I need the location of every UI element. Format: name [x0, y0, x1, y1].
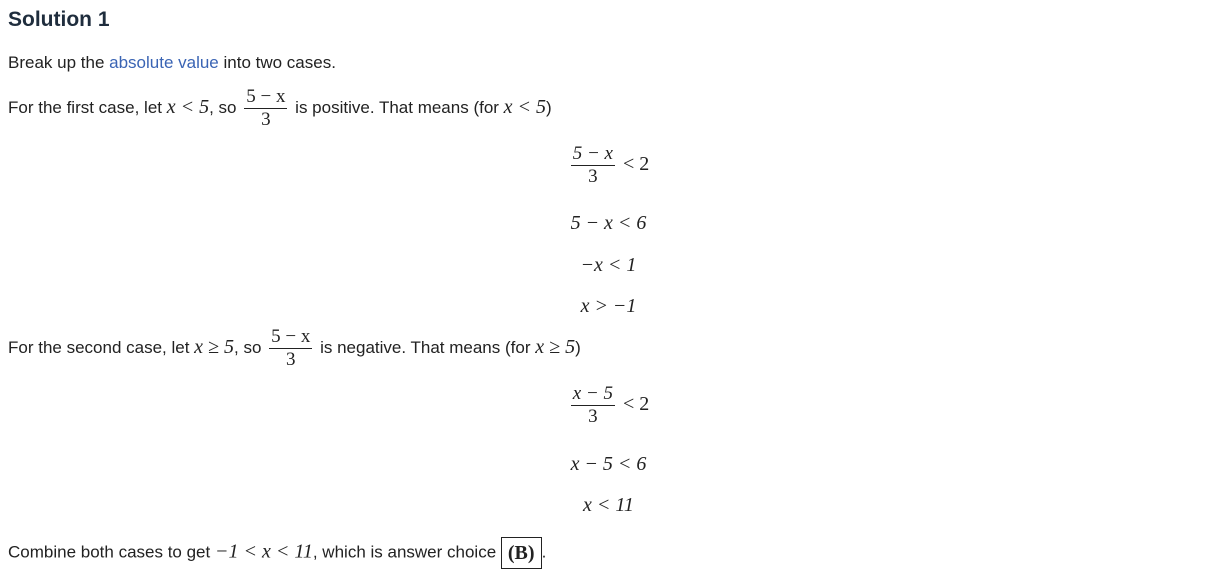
step-rhs: < 2	[622, 153, 650, 176]
answer-choice-box: (B)	[501, 537, 542, 569]
case1-step-1	[0, 143, 1217, 188]
case2-paragraph	[8, 326, 581, 371]
case1-step-4: x > −1	[580, 295, 637, 317]
intro-prefix: Break up the	[8, 53, 110, 72]
case2-prefix: For the second case, let	[8, 337, 195, 357]
case1-so: , so	[209, 97, 242, 117]
case1-fraction	[244, 86, 287, 131]
fraction-numerator: x − 5	[572, 383, 613, 404]
fraction-denominator: 3	[588, 166, 598, 187]
case1-condition-repeat: x < 5	[503, 95, 547, 118]
conclusion-paragraph	[8, 537, 546, 569]
conclusion-mid: , which is answer choice	[312, 542, 501, 562]
fraction-numerator: 5 − x	[246, 86, 286, 107]
case2-step-3: x < 11	[583, 494, 634, 516]
fraction-denominator: 3	[588, 406, 598, 427]
case1-close: )	[546, 97, 552, 117]
conclusion-prefix: Combine both cases to get	[8, 542, 215, 562]
fraction-denominator: 3	[261, 109, 271, 130]
step-fraction	[571, 383, 615, 428]
fraction-numerator: 5 − x	[271, 326, 311, 347]
case2-fraction	[269, 326, 312, 371]
solution-range: −1 < x < 11	[214, 540, 313, 563]
case1-step-3: −x < 1	[580, 254, 637, 276]
case1-paragraph	[8, 86, 552, 131]
case1-suffix: is positive. That means (for	[290, 97, 504, 117]
case1-condition: x < 5	[166, 95, 210, 118]
case2-suffix: is negative. That means (for	[315, 337, 536, 357]
case2-close: )	[575, 337, 581, 357]
case1-prefix: For the first case, let	[8, 97, 167, 117]
case2-so: , so	[234, 337, 267, 357]
conclusion-end: .	[541, 542, 547, 562]
case2-condition: x ≥ 5	[194, 335, 235, 358]
intro-paragraph	[8, 53, 336, 73]
step-rhs: < 2	[622, 393, 650, 416]
intro-suffix: into two cases.	[218, 53, 336, 72]
case1-step-2: 5 − x < 6	[570, 212, 647, 234]
solution-heading: Solution 1	[8, 8, 110, 31]
case2-condition-repeat: x ≥ 5	[535, 335, 576, 358]
case2-step-2: x − 5 < 6	[570, 453, 647, 475]
fraction-denominator: 3	[286, 349, 296, 370]
case2-step-1	[0, 383, 1217, 428]
fraction-numerator: 5 − x	[572, 143, 613, 164]
step-fraction	[571, 143, 615, 188]
absolute-value-link[interactable]: absolute value	[109, 53, 219, 72]
